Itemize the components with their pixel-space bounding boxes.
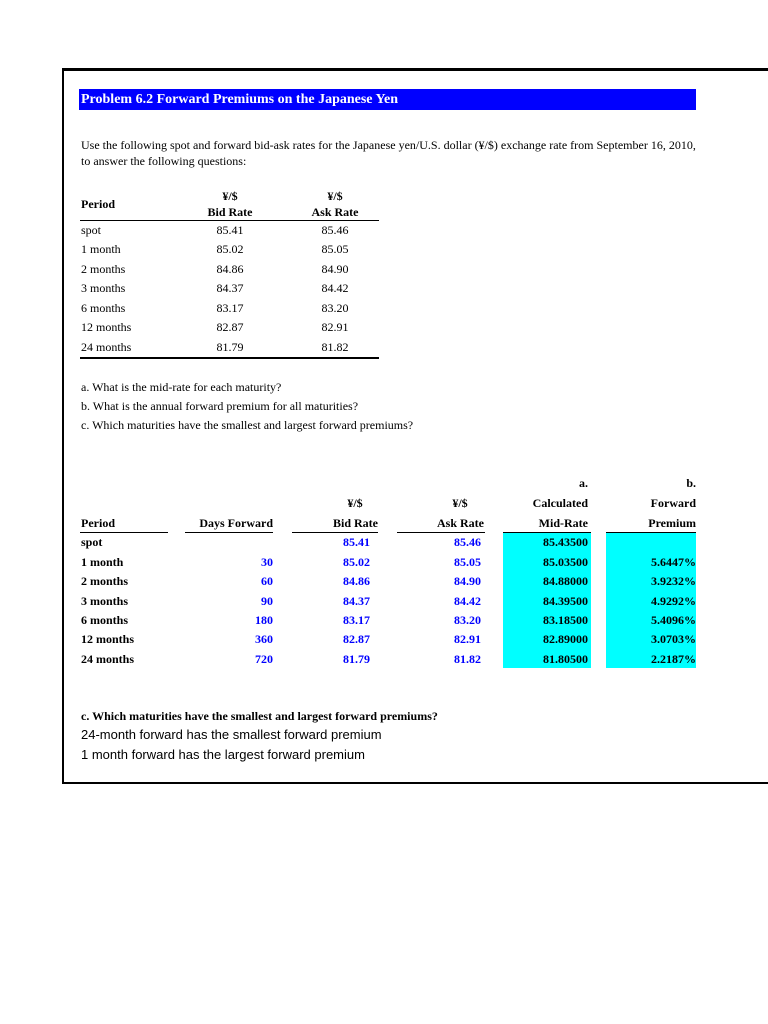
t1-header-bid: Bid Rate [207,205,253,219]
t1-header-bid-top: ¥/$ [222,189,238,203]
t2-cell-bid: 84.37 [343,594,370,608]
t2-cell-bid: 85.41 [343,535,370,549]
t2-cell-ask: 85.46 [454,535,481,549]
t2-header-bid-top: ¥/$ [347,496,363,510]
t2-cell-ask: 84.90 [454,574,481,588]
t2-header-mid-a: a. [579,476,588,490]
t2-rule-prem [606,532,696,533]
t2-cell-prem: 5.4096% [651,613,696,627]
t2-cell-bid: 82.87 [343,632,370,646]
t2-rule-period [80,532,168,533]
t1-header-period: Period [81,197,115,211]
t1-header-ask-top: ¥/$ [327,189,343,203]
t2-cell-period: 3 months [81,594,129,608]
t2-cell-prem: 5.6447% [651,555,696,569]
t1-cell-period: 3 months [81,281,126,295]
t2-cell-bid: 85.02 [343,555,370,569]
t1-cell-ask: 82.91 [321,320,349,334]
t2-cell-ask: 81.82 [454,652,481,666]
t1-cell-period: 12 months [81,320,132,334]
t2-cell-mid: 84.39500 [543,594,588,608]
t2-cell-ask: 84.42 [454,594,481,608]
t2-cell-ask: 85.05 [454,555,481,569]
t2-cell-days: 90 [261,594,273,608]
t2-rule-days [185,532,273,533]
t2-cell-period: 2 months [81,574,129,588]
t1-header-rule [80,220,379,221]
t1-cell-period: 6 months [81,301,126,315]
t2-header-prem-b: b. [686,476,696,490]
t2-cell-mid: 85.43500 [543,535,588,549]
t1-cell-ask: 85.46 [321,223,349,237]
t2-header-prem: Premium [648,516,696,530]
t1-cell-period: 2 months [81,262,126,276]
t2-cell-mid: 82.89000 [543,632,588,646]
t2-cell-mid: 84.88000 [543,574,588,588]
t2-cell-ask: 83.20 [454,613,481,627]
t2-cell-period: 1 month [81,555,124,569]
answer-line-1: 24-month forward has the smallest forward premium [81,727,382,742]
t1-cell-bid: 82.87 [216,320,244,334]
t2-header-bid: Bid Rate [333,516,378,530]
t2-cell-bid: 84.86 [343,574,370,588]
t1-cell-ask: 84.42 [321,281,349,295]
t2-cell-mid: 85.03500 [543,555,588,569]
t2-cell-days: 180 [255,613,273,627]
t2-header-days: Days Forward [199,516,273,530]
question-a: a. What is the mid-rate for each maturity? [81,380,282,394]
question-b: b. What is the annual forward premium for all maturities? [81,399,359,413]
t1-cell-bid: 81.79 [216,340,244,354]
t2-cell-prem: 2.2187% [651,652,696,666]
t2-header-period: Period [81,516,115,530]
t1-cell-ask: 83.20 [321,301,349,315]
t2-rule-bid [292,532,378,533]
t1-header-ask: Ask Rate [311,205,359,219]
t2-cell-days: 30 [261,555,273,569]
t1-cell-period: spot [81,223,102,237]
t2-cell-prem: 3.0703% [651,632,696,646]
t2-cell-mid: 81.80500 [543,652,588,666]
t1-bottom-rule [80,357,379,359]
t2-cell-prem: 4.9292% [651,594,696,608]
question-c: c. Which maturities have the smallest and largest forward premiums? [81,418,414,432]
t2-cell-days: 720 [255,652,273,666]
t2-cell-days: 360 [255,632,273,646]
t1-cell-period: 24 months [81,340,132,354]
t1-cell-bid: 85.02 [216,242,244,256]
answer-line-2: 1 month forward has the largest forward premium [81,747,365,762]
t1-cell-ask: 84.90 [321,262,349,276]
intro-text: Use the following spot and forward bid-ask rates for the Japanese yen/U.S. dollar (¥/$) exchange rate from September 16, 2010, to answer the following questions: [81,138,696,168]
t2-cell-ask: 82.91 [454,632,481,646]
t2-cell-bid: 81.79 [343,652,370,666]
t2-cell-period: 6 months [81,613,129,627]
t1-cell-bid: 84.86 [216,262,244,276]
t2-cell-mid: 83.18500 [543,613,588,627]
t1-cell-ask: 85.05 [321,242,349,256]
t2-header-prem-top: Forward [650,496,696,510]
t2-cell-period: 24 months [81,652,135,666]
t1-cell-period: 1 month [81,242,121,256]
t2-header-ask-top: ¥/$ [452,496,468,510]
t2-header-mid: Mid-Rate [538,516,588,530]
t1-cell-ask: 81.82 [321,340,349,354]
t1-cell-bid: 85.41 [216,223,244,237]
t1-cell-bid: 83.17 [216,301,244,315]
t2-cell-bid: 83.17 [343,613,370,627]
answer-question: c. Which maturities have the smallest and largest forward premiums? [81,709,438,723]
problem-title: Problem 6.2 Forward Premiums on the Japanese Yen [79,89,696,110]
t2-cell-prem: 3.9232% [651,574,696,588]
t2-cell-period: spot [81,535,103,549]
t1-cell-bid: 84.37 [216,281,244,295]
t2-rule-mid [503,532,591,533]
t2-cell-days: 60 [261,574,273,588]
t2-cell-period: 12 months [81,632,135,646]
t2-header-ask: Ask Rate [437,516,484,530]
t2-header-mid-top: Calculated [532,496,588,510]
t2-rule-ask [397,532,485,533]
